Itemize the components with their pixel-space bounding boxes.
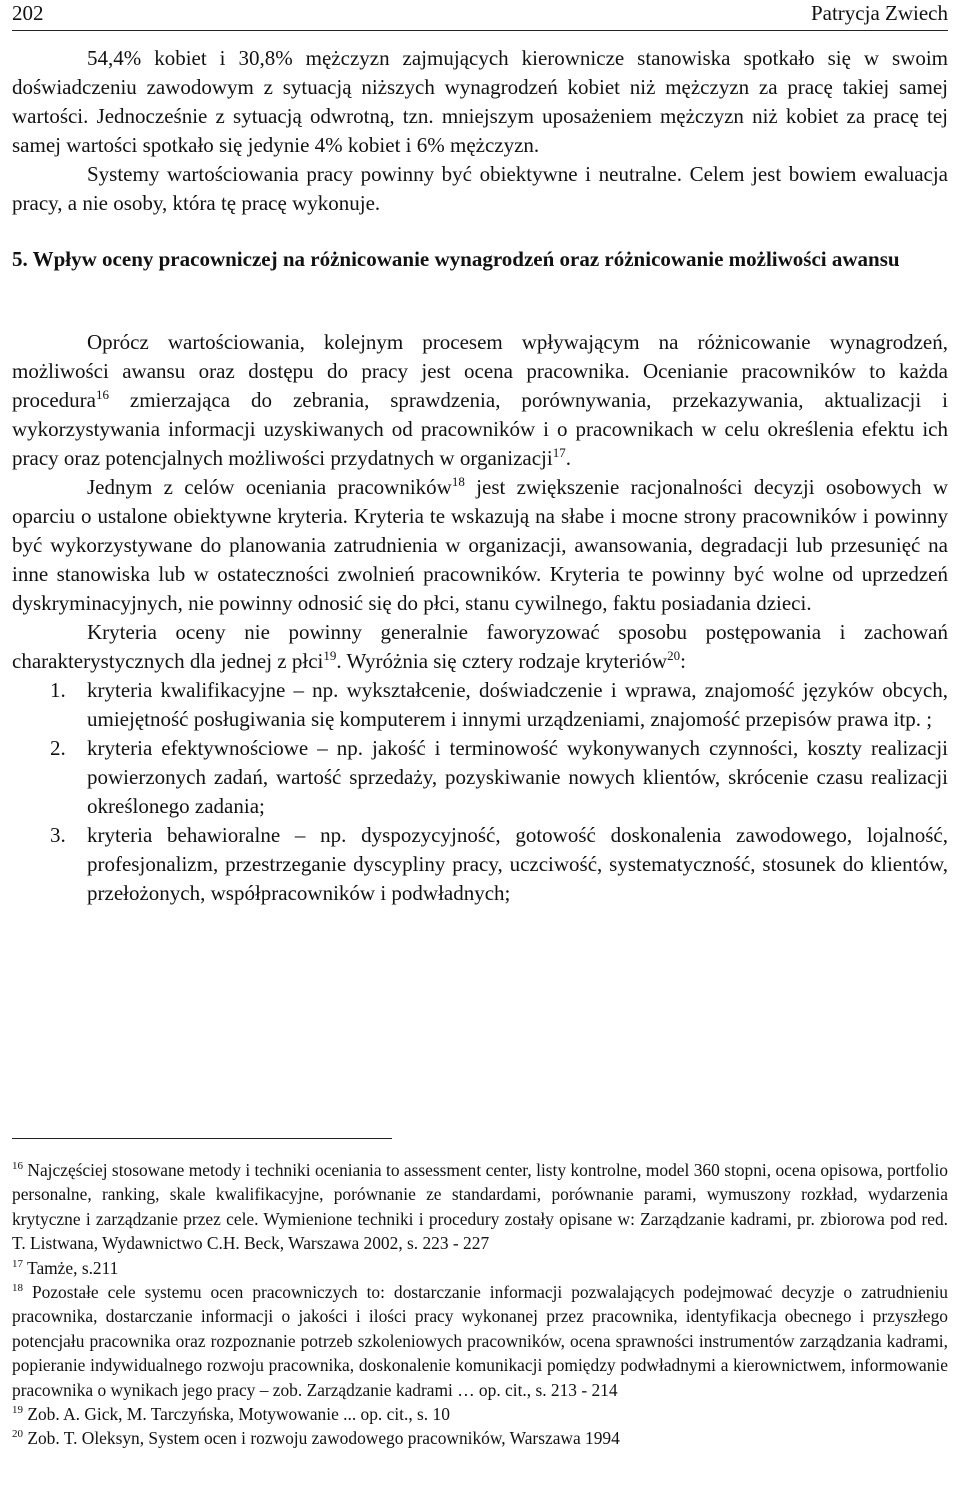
footnote-text: Zob. T. Oleksyn, System ocen i rozwoju zawodowego pracowników, Warszawa 1994 [23, 1428, 620, 1449]
paragraph-5 [12, 618, 948, 676]
running-head-author: Patrycja Zwiech [810, 1, 948, 25]
footnote-separator [12, 1138, 392, 1139]
list-item-number: 2. [50, 736, 66, 760]
list-item-text: kryteria efektywnościowe – np. jakość i terminowość wykonywanych czynności, koszty realizacji powierzonych zadań, wartość sprzedaży, pozyskiwanie nowych klientów, skrócenie czasu realizacji określonego zadania; [87, 736, 948, 818]
list-item [12, 821, 948, 908]
list-item-text: kryteria behawioralne – np. dyspozycyjność, gotowość doskonalenia zawodowego, lojalność, profesjonalizm, przestrzeganie dyscypliny pracy, uczciwość, systematyczność, stosunek do klientów, przełożonych, współpracowników i podwładnych; [87, 823, 948, 905]
footnote-ref-20[interactable]: 20 [667, 648, 681, 663]
footnote-19 [12, 1402, 948, 1426]
criteria-list [12, 676, 948, 908]
footnote-text: Najczęściej stosowane metody i techniki oceniania to assessment center, listy kontrolne, model 360 stopni, ocena opisowa, portfolio personalne, ranking, skale kwalifikacyjne, porównanie ze standardami, porównanie parami, wymuszony rozkład, wydarzenia krytyczne i zarządzanie przez cele. Wymienione techniki i procedury zostały opisane w: Zarządzanie kadrami, pr. zbiorowa pod red. T. Listwana, Wydawnictwo C.H. Beck, Warszawa 2002, s. 223 - 227 [12, 1160, 948, 1254]
footnote-20 [12, 1426, 948, 1450]
list-item-text: kryteria kwalifikacyjne – np. wykształcenie, doświadczenie i wprawa, znajomość języków obcych, umiejętność posługiwania się komputerem i innymi urządzeniami, znajomość przepisów prawa itp. ; [87, 678, 948, 731]
paragraph-3 [12, 328, 948, 473]
list-item-number: 1. [50, 678, 66, 702]
footnote-number: 17 [12, 1257, 23, 1270]
paragraph-5-part-a: Kryteria oceny nie powinny generalnie faworyzować sposobu postępowania i zachowań charakterystycznych dla jednej z płci [12, 620, 948, 673]
paragraph-4-part-b: jest zwiększenie racjonalności decyzji osobowych w oparciu o ustalone obiektywne kryteria. Kryteria te wskazują na słabe i mocne strony pracowników i powinny być wykorzystywane do planowania zatrudnienia w organizacji, awansowania, degradacji lub przesunięć na inne stanowiska lub w ostateczności zwolnień pracowników. Kryteria te powinny być wolne od uprzedzeń dyskryminacyjnych, nie powinny odnosić się do płci, stanu cywilnego, faktu posiadania dzieci. [12, 475, 948, 615]
list-item [12, 734, 948, 821]
page-number: 202 [12, 1, 44, 25]
section-heading: 5. Wpływ oceny pracowniczej na różnicowanie wynagrodzeń oraz różnicowanie możliwości awansu [12, 247, 900, 271]
footnote-ref-19[interactable]: 19 [323, 648, 337, 663]
paragraph-4-part-a: Jednym z celów oceniania pracowników [87, 475, 452, 499]
footnotes [12, 1158, 948, 1451]
footnote-text: Tamże, s.211 [23, 1257, 119, 1278]
paragraph-3-part-c: . [565, 446, 571, 470]
page-header [12, 0, 948, 31]
paragraph-3-part-a: Oprócz wartościowania, kolejnym procesem wpływającym na różnicowanie wynagrodzeń, możliwości awansu oraz dostępu do pracy jest ocena pracownika. Ocenianie pracowników to każda procedura [12, 330, 948, 412]
list-item-number: 3. [50, 823, 66, 847]
main-text [12, 44, 948, 908]
paragraph-5-part-c: : [680, 649, 686, 673]
footnote-text: Zob. A. Gick, M. Tarczyńska, Motywowanie ... op. cit., s. 10 [23, 1404, 450, 1425]
footnote-number: 18 [12, 1282, 23, 1295]
footnote-text: Pozostałe cele systemu ocen pracowniczych to: dostarczanie informacji pozwalających podejmować decyzje o zatrudnieniu pracownika, dostarczanie informacji o jakości i ilości pracy wykonanej przez pracownika, identyfikacja obecnego i przyszłego potencjału pracownika oraz rozpoznanie potrzeb szkoleniowych pracowników, ocena sprawności instrumentów zarządzania kadrami, popieranie indywidualnego rozwoju pracownika, doskonalenie komunikacji pomiędzy podwładnymi a kierownictwem, informowanie pracownika o wynikach jego pracy – zob. Zarządzanie kadrami … op. cit., s. 213 - 214 [12, 1282, 948, 1400]
footnote-number: 19 [12, 1404, 23, 1417]
list-item [12, 676, 948, 734]
footnote-ref-17[interactable]: 17 [552, 445, 566, 460]
paragraph-1: 54,4% kobiet i 30,8% mężczyzn zajmujących kierownicze stanowiska spotkało się w swoim doświadczeniu zawodowym z sytuacją niższych wynagrodzeń kobiet niż mężczyzn za pracę takiej samej wartości. Jednocześnie z sytuacją odwrotną, tzn. mniejszym uposażeniem mężczyzn niż kobiet za pracę tej samej wartości spotkało się jedynie 4% kobiet i 6% mężczyzn. [12, 46, 948, 157]
paragraph-5-part-b: . Wyróżnia się cztery rodzaje kryteriów [336, 649, 668, 673]
footnote-ref-18[interactable]: 18 [451, 474, 465, 489]
footnote-ref-16[interactable]: 16 [95, 387, 109, 402]
paragraph-3-part-b: zmierzająca do zebrania, sprawdzenia, porównywania, przekazywania, aktualizacji i wykorzystywania informacji uzyskiwanych od pracowników i o pracownikach w celu określenia efektu ich pracy oraz potencjalnych możliwości przydatnych w organizacji [12, 388, 948, 470]
paragraph-2: Systemy wartościowania pracy powinny być obiektywne i neutralne. Celem jest bowiem ewaluacja pracy, a nie osoby, która tę pracę wykonuje. [12, 162, 948, 215]
footnote-number: 20 [12, 1428, 23, 1441]
footnote-17 [12, 1256, 948, 1280]
spacer [12, 274, 948, 328]
footnote-18 [12, 1280, 948, 1402]
footnote-number: 16 [12, 1160, 23, 1173]
footnote-16 [12, 1158, 948, 1256]
paragraph-4 [12, 473, 948, 618]
